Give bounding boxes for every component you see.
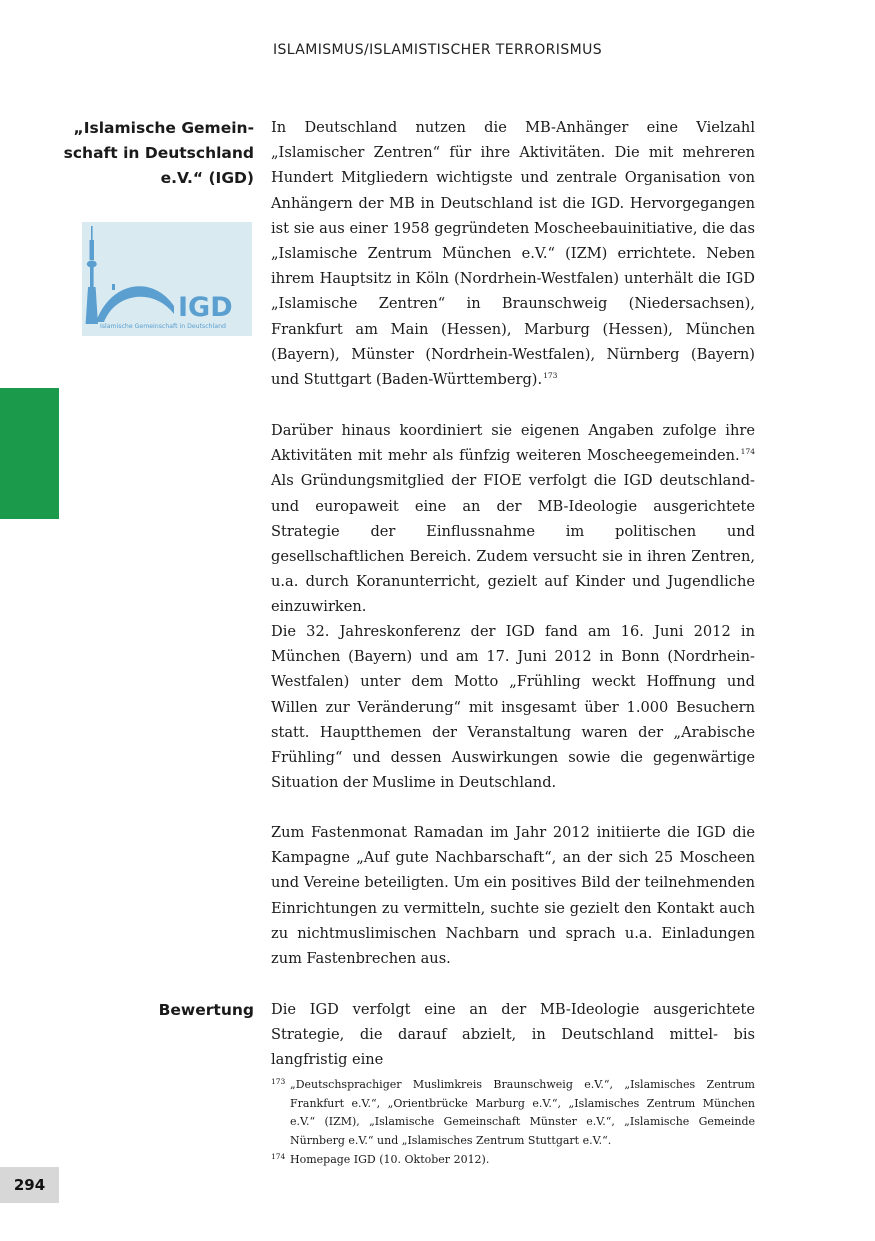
side-heading-line: „Islamische Gemein- xyxy=(73,119,254,137)
paragraph-2 xyxy=(271,418,755,620)
paragraph-text: Darüber hinaus koordiniert sie eigenen Angaben zufolge ihre Aktivitäten mit mehr als fünfzig weiteren Moscheegemeinden. xyxy=(271,422,755,465)
logo-tagline: Islamische Gemeinschaft in Deutschland xyxy=(100,323,226,330)
side-heading-bewertung: Bewertung xyxy=(158,1001,254,1019)
paragraph-4: Zum Fastenmonat Ramadan im Jahr 2012 initiierte die IGD die Kampagne „Auf gute Nachbarschaft“, an der sich 25 Moscheen und Vereine beteiligten. Um ein positives Bild der teilnehmenden Einrichtungen zu vermitteln, suchte sie gezielt den Kontakt auch zu nichtmuslimischen Nachbarn und sprach u.a. Einladungen zum Fastenbrechen aus. xyxy=(271,824,755,968)
footnote xyxy=(271,1076,755,1150)
chapter-tab xyxy=(0,388,59,519)
igd-logo-graphic xyxy=(82,222,252,336)
footnote-ref: 174 xyxy=(740,447,755,457)
paragraph-5: Die IGD verfolgt eine an der MB-Ideologie ausgerichtete Strategie, die darauf abzielt, in Deutschland mittel- bis langfristig eine xyxy=(271,1001,755,1069)
paragraph-3: Die 32. Jahreskonferenz der IGD fand am 16. Juni 2012 in München (Bayern) und am 17. Juni 2012 in Bonn (Nordrhein-Westfalen) unter dem Motto „Frühling weckt Hoffnung und Willen zur Veränderung“ mit insgesamt über 1.000 Besuchern statt. Hauptthemen der Veranstaltung waren der „Arabische Frühling“ und dessen Auswirkungen sowie die gegenwärtige Situation der Muslime in Deutschland. xyxy=(271,623,755,792)
side-heading-line: e.V.“ (IGD) xyxy=(160,169,254,187)
running-header: ISLAMISMUS/ISLAMISTISCHER TERRORISMUS xyxy=(272,42,603,58)
footnote-text: Homepage IGD (10. Oktober 2012). xyxy=(290,1153,490,1166)
logo-letters: IGD xyxy=(178,292,233,323)
footnotes xyxy=(271,1076,755,1170)
footnote-number: 173 xyxy=(271,1077,286,1086)
footnote-ref: 173 xyxy=(543,371,558,381)
igd-logo xyxy=(82,222,252,336)
tower-icon xyxy=(86,226,98,324)
paragraph-text: In Deutschland nutzen die MB-Anhänger eine Vielzahl „Islamischer Zentren“ für ihre Aktivitäten. Die mit mehreren Hundert Mitgliedern wichtigste und zentrale Organisation von Anhängern der MB in Deutschland ist die IGD. Hervorgegangen ist sie aus einer 1958 gegründeten Moscheebauinitiative, die das „Islamische Zentrum München e.V.“ (IZM) errichtete. Neben ihrem Hauptsitz in Köln (Nordrhein-Westfalen) unterhält die IGD „Islamische Zentren“ in Braunschweig (Niedersachsen), Frankfurt am Main (Hessen), Marburg (Hessen), München (Bayern), Münster (Nordrhein-Westfalen), Nürnberg (Bayern) und Stuttgart (Baden-Württemberg). xyxy=(271,119,755,389)
footnote-number: 174 xyxy=(271,1152,286,1161)
minaret-icon xyxy=(112,284,115,290)
side-heading-line: schaft in Deutschland xyxy=(63,144,254,162)
page-number: 294 xyxy=(0,1167,59,1203)
paragraph-1 xyxy=(271,115,755,392)
footnote xyxy=(271,1151,755,1170)
footnote-text: „Deutschsprachiger Muslimkreis Braunschweig e.V.“, „Islamisches Zentrum Frankfurt e.V.“, „Orientbrücke Marburg e.V.“, „Islamisches Zentrum München e.V.“ (IZM), „Islamische Gemeinschaft Münster e.V.“, „Islamische Gemeinde Nürnberg e.V.“ und „Islamisches Zentrum Stuttgart e.V.“. xyxy=(290,1078,755,1147)
dome-icon xyxy=(96,286,174,322)
side-heading-igd xyxy=(64,116,254,191)
paragraph-text: Als Gründungsmitglied der FIOE verfolgt die IGD deutschland- und europaweit eine an der MB-Ideologie ausgerichtete Strategie der Einflussnahme im politischen und gesellschaftlichen Bereich. Zudem versucht sie in ihren Zentren, u.a. durch Koranunterricht, gezielt auf Kinder und Jugendliche einzuwirken. xyxy=(271,472,755,616)
